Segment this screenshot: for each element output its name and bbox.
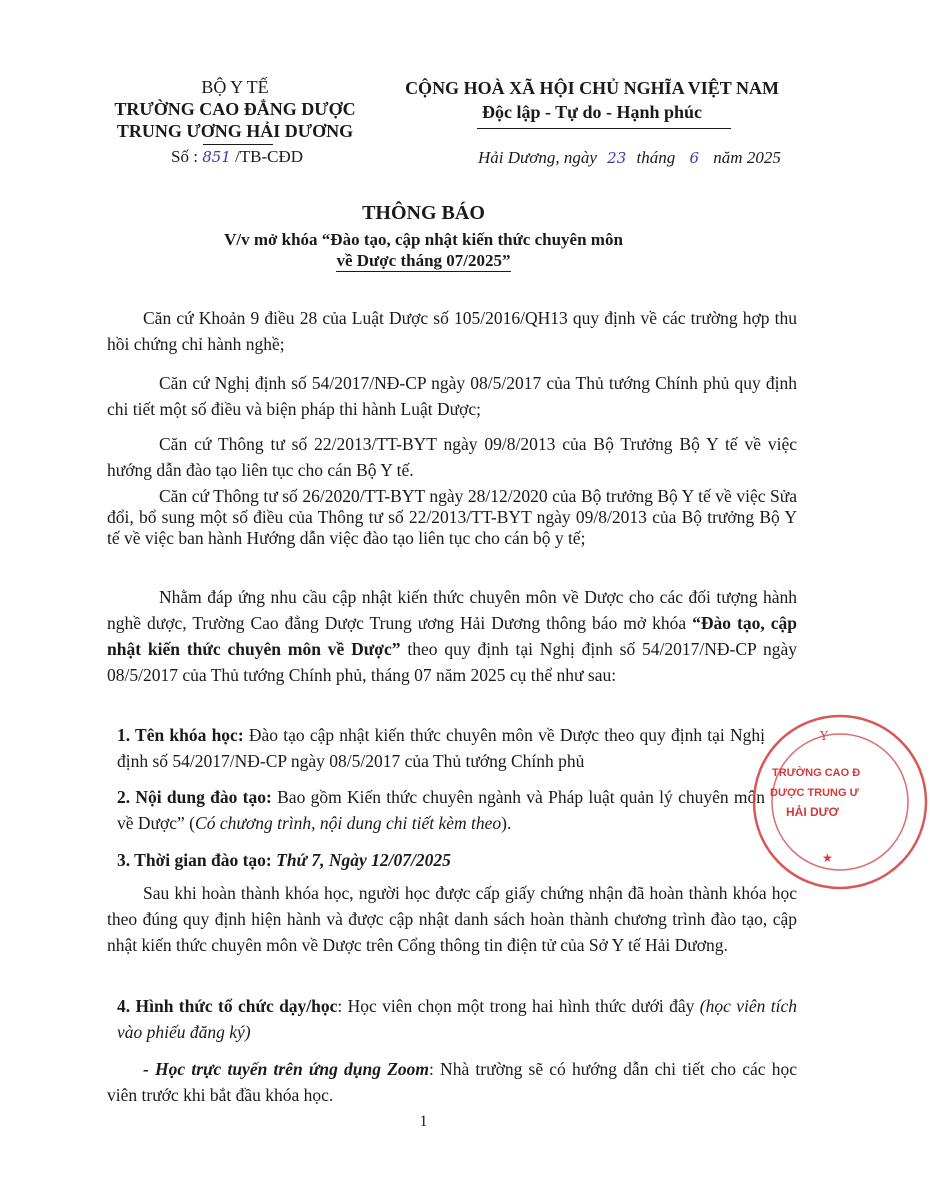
document-subject-line2 [0, 251, 847, 271]
section1-text: Đào tạo cập nhật kiến thức chuyên môn về Dược theo quy định tại Nghị định số 54/2017/NĐ-CP ngày 08/5/2017 của Thủ tướng Chính phủ [117, 725, 766, 771]
school-name-line1: TRƯỜNG CAO ĐẲNG DƯỢC [114, 99, 356, 119]
document-subject-line1: V/v mở khóa “Đào tạo, cập nhật kiến thức chuyên môn [224, 230, 623, 249]
purpose-course-name: “Đào tạo, cập nhật kiến thức chuyên môn về Dược” [107, 613, 797, 659]
section-content [117, 784, 765, 836]
section3-label: 3. Thời gian đào tạo: [117, 850, 272, 870]
number-handwritten: 851 [202, 148, 231, 166]
online-option-label: - Học trực tuyến trên ứng dụng Zoom [143, 1059, 429, 1079]
issuer-header [100, 76, 370, 142]
section4-label: 4. Hình thức tổ chức dạy/học [117, 996, 338, 1016]
stamp-inner-ring [772, 734, 908, 870]
country-name: CỘNG HOÀ XÃ HỘI CHỦ NGHĨA VIỆT NAM [405, 78, 779, 98]
national-header [392, 76, 792, 124]
date-day: 23 [607, 149, 627, 167]
motto-underline [477, 128, 731, 129]
section4-text: : Học viên chọn một trong hai hình thức dưới đây [337, 996, 695, 1016]
page-number: 1 [419, 1113, 428, 1130]
section-schedule [117, 847, 807, 873]
section3-value: Thứ 7, Ngày 12/07/2025 [276, 850, 451, 870]
issue-date [478, 148, 781, 168]
stamp-text-line3: HẢI DƯƠ [786, 805, 839, 819]
national-motto: Độc lập - Tự do - Hạnh phúc [481, 102, 703, 122]
section2-label: 2. Nội dung đào tạo: [117, 787, 272, 807]
section4-italic: (học viên tích vào phiếu đăng ký) [117, 996, 797, 1042]
section4-online-option [107, 1056, 797, 1108]
stamp-top-letter: Y [820, 729, 828, 743]
number-suffix: /TB-CĐD [235, 147, 304, 166]
section2-italic: Có chương trình, nội dung chi tiết kèm theo [195, 813, 502, 833]
section2-text: Bao gồm Kiến thức chuyên ngành và Pháp luật quản lý chuyên môn về Dược” ( [117, 787, 765, 833]
date-month: 6 [689, 149, 700, 167]
stamp-text-line2: DƯỢC TRUNG Ư [770, 787, 859, 799]
number-prefix: Số : [171, 147, 198, 166]
date-prefix: Hải Dương, ngày [478, 148, 597, 167]
section2-end: ). [501, 813, 512, 833]
legal-basis-3: Căn cứ Thông tư số 22/2013/TT-BYT ngày 09/8/2013 của Bộ Trưởng Bộ Y tế về việc hướng dẫn đào tạo liên tục cho cán Bộ Y tế. [107, 434, 797, 480]
online-option-text: : Nhà trường sẽ có hướng dẫn chi tiết cho các học viên trước khi bắt đầu khóa học. [107, 1059, 797, 1105]
purpose-text-end: theo quy định tại Nghị định số 54/2017/NĐ-CP ngày 08/5/2017 của Thủ tướng Chính phủ, tháng 07 năm 2025 cụ thể như sau: [107, 639, 798, 685]
legal-basis-1: Căn cứ Khoản 9 điều 28 của Luật Dược số 105/2016/QH13 quy định về các trường hợp thu hồi chứng chỉ hành nghề; [107, 308, 797, 354]
section-format [117, 993, 797, 1045]
section1-label: 1. Tên khóa học: [117, 725, 244, 745]
document-title: THÔNG BÁO [362, 202, 485, 224]
stamp-star-icon: ★ [822, 851, 833, 865]
official-stamp [750, 712, 930, 892]
issuer-underline [203, 144, 273, 145]
legal-basis-2: Căn cứ Nghị định số 54/2017/NĐ-CP ngày 08/5/2017 của Thủ tướng Chính phủ quy định chi tiết một số điều và biện pháp thi hành Luật Dược; [107, 373, 797, 419]
section-course-name [117, 722, 765, 774]
subject-line2-text: về Dược tháng 07/2025” [336, 251, 511, 270]
date-year: năm 2025 [713, 148, 781, 167]
purpose-text-start: Nhằm đáp ứng nhu cầu cập nhật kiến thức chuyên môn về Dược cho các đối tượng hành nghề dược, Trường Cao đẳng Dược Trung ương Hải Dương thông báo mở khóa [107, 587, 797, 633]
purpose-paragraph [107, 584, 797, 688]
legal-basis-4: Căn cứ Thông tư số 26/2020/TT-BYT ngày 28/12/2020 của Bộ trưởng Bộ Y tế về việc Sửa đổi, bổ sung một số điều của Thông tư số 22/2013/TT-BYT ngày 09/8/2013 của Bộ trưởng Bộ Y tế về việc ban hành Hướng dẫn việc đào tạo liên tục cho cán bộ y tế; [107, 486, 797, 548]
document-number [171, 147, 303, 167]
ministry-name: BỘ Y TẾ [201, 77, 269, 97]
school-name-line2: TRUNG ƯƠNG HẢI DƯƠNG [116, 121, 354, 141]
date-month-label: tháng [636, 148, 676, 167]
section3-note: Sau khi hoàn thành khóa học, người học được cấp giấy chứng nhận đã hoàn thành khóa học theo đúng quy định hiện hành và được cập nhật danh sách hoàn thành chương trình đào tạo, cập nhật kiến thức chuyên môn về Dược trên Cổng thông tin điện tử của Sở Y tế Hải Dương. [107, 883, 797, 955]
stamp-text-line1: TRƯỜNG CAO Đ [772, 767, 861, 779]
stamp-outer-ring [754, 716, 926, 888]
